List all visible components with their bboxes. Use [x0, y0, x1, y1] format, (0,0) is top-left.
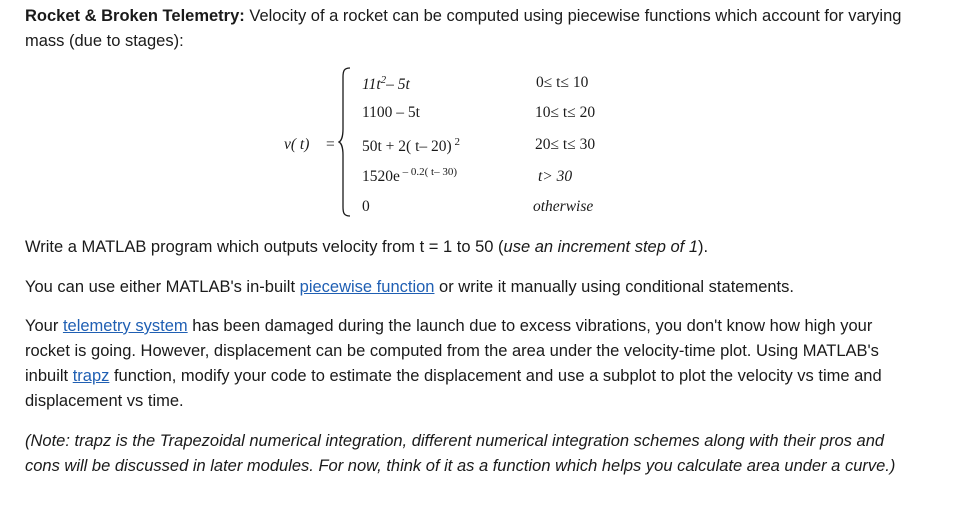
increment-note: use an increment step of 1 [503, 238, 698, 256]
case-condition-1: 0≤ t≤ 10 [536, 74, 589, 91]
write-program-paragraph: Write a MATLAB program which outputs velocity from t = 1 to 50 (use an increment step of 1). [25, 238, 709, 256]
equals-sign: = [326, 136, 335, 153]
telemetry-paragraph: Your telemetry system has been damaged during the launch due to excess vibrations, you don't know how high your rocket is going. However, displacement can be computed from the area under the velocity-time plot. Using MATLAB's inbuilt trapz function, modify your code to estimate the displacement and use a subplot to plot the velocity vs time and displacement vs time. [25, 317, 882, 410]
trapz-link[interactable]: trapz [72, 367, 110, 385]
case-expression-1: $11t^2-$ 5t [362, 74, 410, 94]
case-condition-3: 20≤ t≤ 30 [535, 136, 596, 153]
telemetry-system-link[interactable]: telemetry system [62, 317, 188, 335]
case-expression-4: 1520e $^{- 0.2( t- 30)}$ [362, 166, 458, 186]
case-expression-5: 0 [362, 198, 370, 215]
note-paragraph: (Note: trapz is the Trapezoidal numerical integration, different numerical integration schemes along with their pros and cons will be discussed in later modules. For now, think of it as a function which helps you calculate area under a curve.) [25, 432, 896, 475]
case-condition-4: t> 30 [538, 168, 573, 185]
piecewise-function-link[interactable]: piecewise function [299, 278, 435, 296]
case-expression-3: 50t + 2( t– 20) $^2$ [362, 136, 460, 156]
equation-lhs: v( t) [284, 136, 310, 153]
left-brace-icon [338, 67, 352, 217]
intro-text: Velocity of a rocket can be computed using piecewise functions which account for varying mass (due to stages): [25, 7, 902, 50]
case-condition-5: otherwise [533, 198, 594, 215]
case-expression-2: 1100 – 5t [362, 104, 420, 121]
piecewise-option-paragraph: You can use either MATLAB's in-built piecewise function or write it manually using conditional statements. [25, 278, 794, 296]
piecewise-equation [0, 0, 970, 230]
case-condition-2: 10≤ t≤ 20 [535, 104, 596, 121]
problem-title: Rocket & Broken Telemetry: [25, 7, 245, 25]
